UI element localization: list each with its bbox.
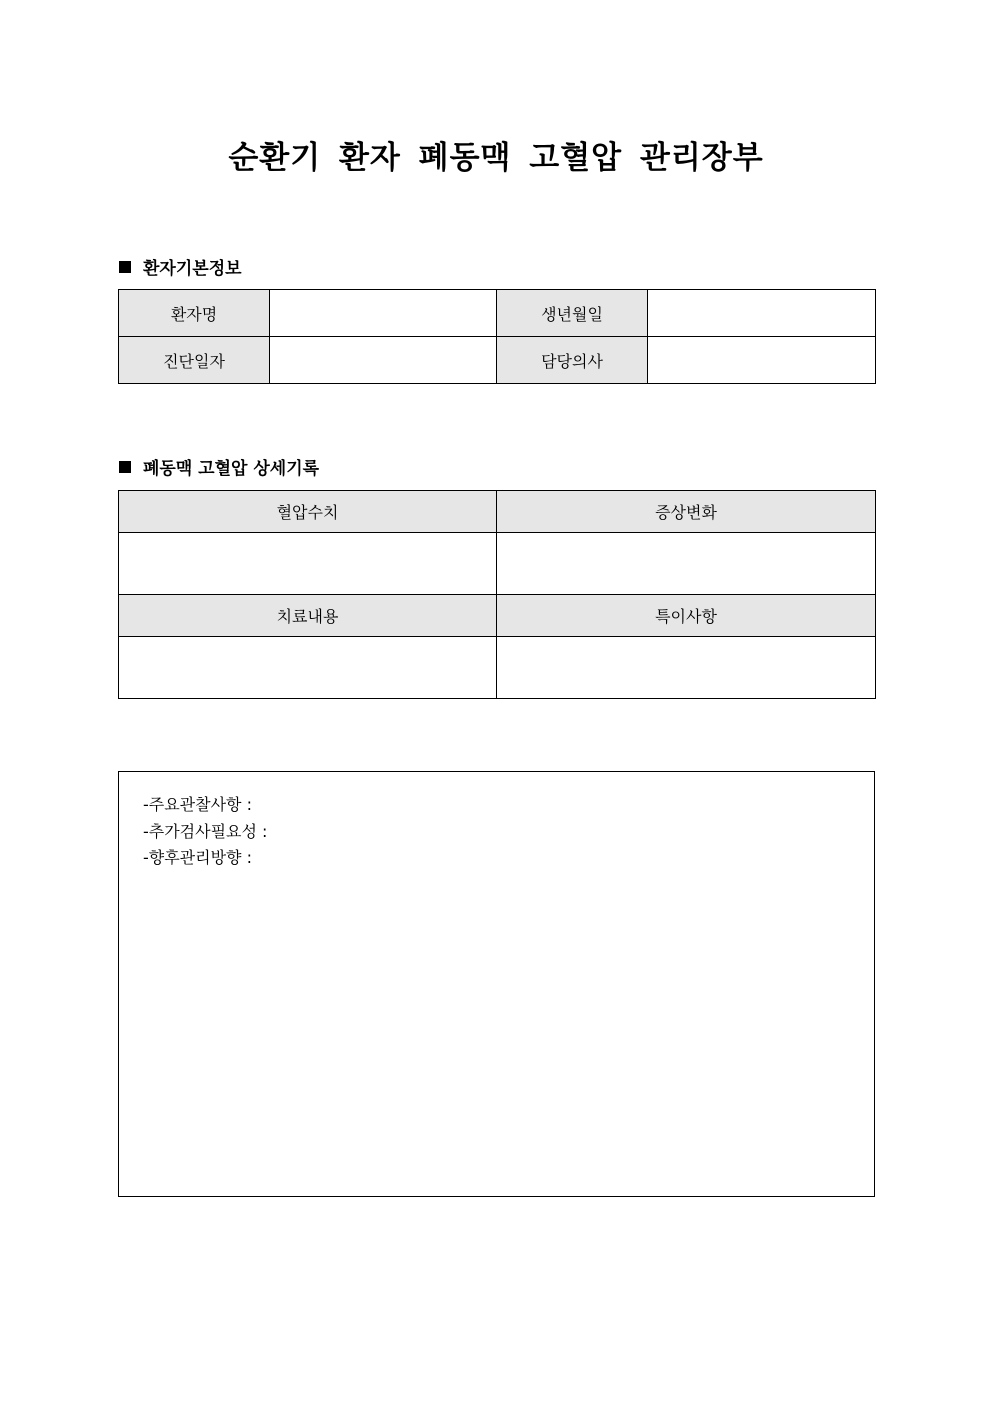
section-heading-detail: [119, 454, 319, 479]
future-management-line: -향후관리방향 :: [143, 848, 252, 867]
section-heading-label: 환자기본정보: [143, 259, 242, 279]
symptom-change-field[interactable]: [497, 533, 876, 595]
key-observations-line: -주요관찰사항 :: [143, 795, 252, 814]
diagnosis-date-label: 진단일자: [119, 337, 270, 384]
attending-doctor-label: 담당의사: [497, 337, 648, 384]
patient-name-field[interactable]: [270, 290, 497, 337]
birth-date-label: 생년월일: [497, 290, 648, 337]
square-bullet-icon: [119, 461, 131, 473]
birth-date-field[interactable]: [648, 290, 876, 337]
table-row: [119, 637, 876, 699]
special-notes-label: 특이사항: [497, 595, 876, 637]
detail-record-table: [118, 490, 876, 699]
table-row: [119, 491, 876, 533]
attending-doctor-field[interactable]: [648, 337, 876, 384]
table-row: [119, 595, 876, 637]
diagnosis-date-field[interactable]: [270, 337, 497, 384]
treatment-label: 치료내용: [119, 595, 497, 637]
section-heading-label: 폐동맥 고혈압 상세기록: [143, 459, 320, 479]
additional-tests-line: -추가검사필요성 :: [143, 821, 268, 841]
page-title: 순환기 환자 폐동맥 고혈압 관리장부: [228, 140, 764, 176]
notes-box[interactable]: [118, 771, 875, 1197]
blood-pressure-field[interactable]: [119, 533, 497, 595]
symptom-change-label: 증상변화: [497, 491, 876, 533]
table-row: [119, 533, 876, 595]
square-bullet-icon: [119, 261, 131, 273]
special-notes-field[interactable]: [497, 637, 876, 699]
treatment-field[interactable]: [119, 637, 497, 699]
table-row: [119, 290, 876, 337]
blood-pressure-label: 혈압수치: [119, 491, 497, 533]
patient-name-label: 환자명: [119, 290, 270, 337]
section-heading-basic-info: [119, 254, 242, 279]
table-row: [119, 337, 876, 384]
basic-info-table: [118, 289, 876, 384]
notes-lines: [143, 792, 267, 872]
